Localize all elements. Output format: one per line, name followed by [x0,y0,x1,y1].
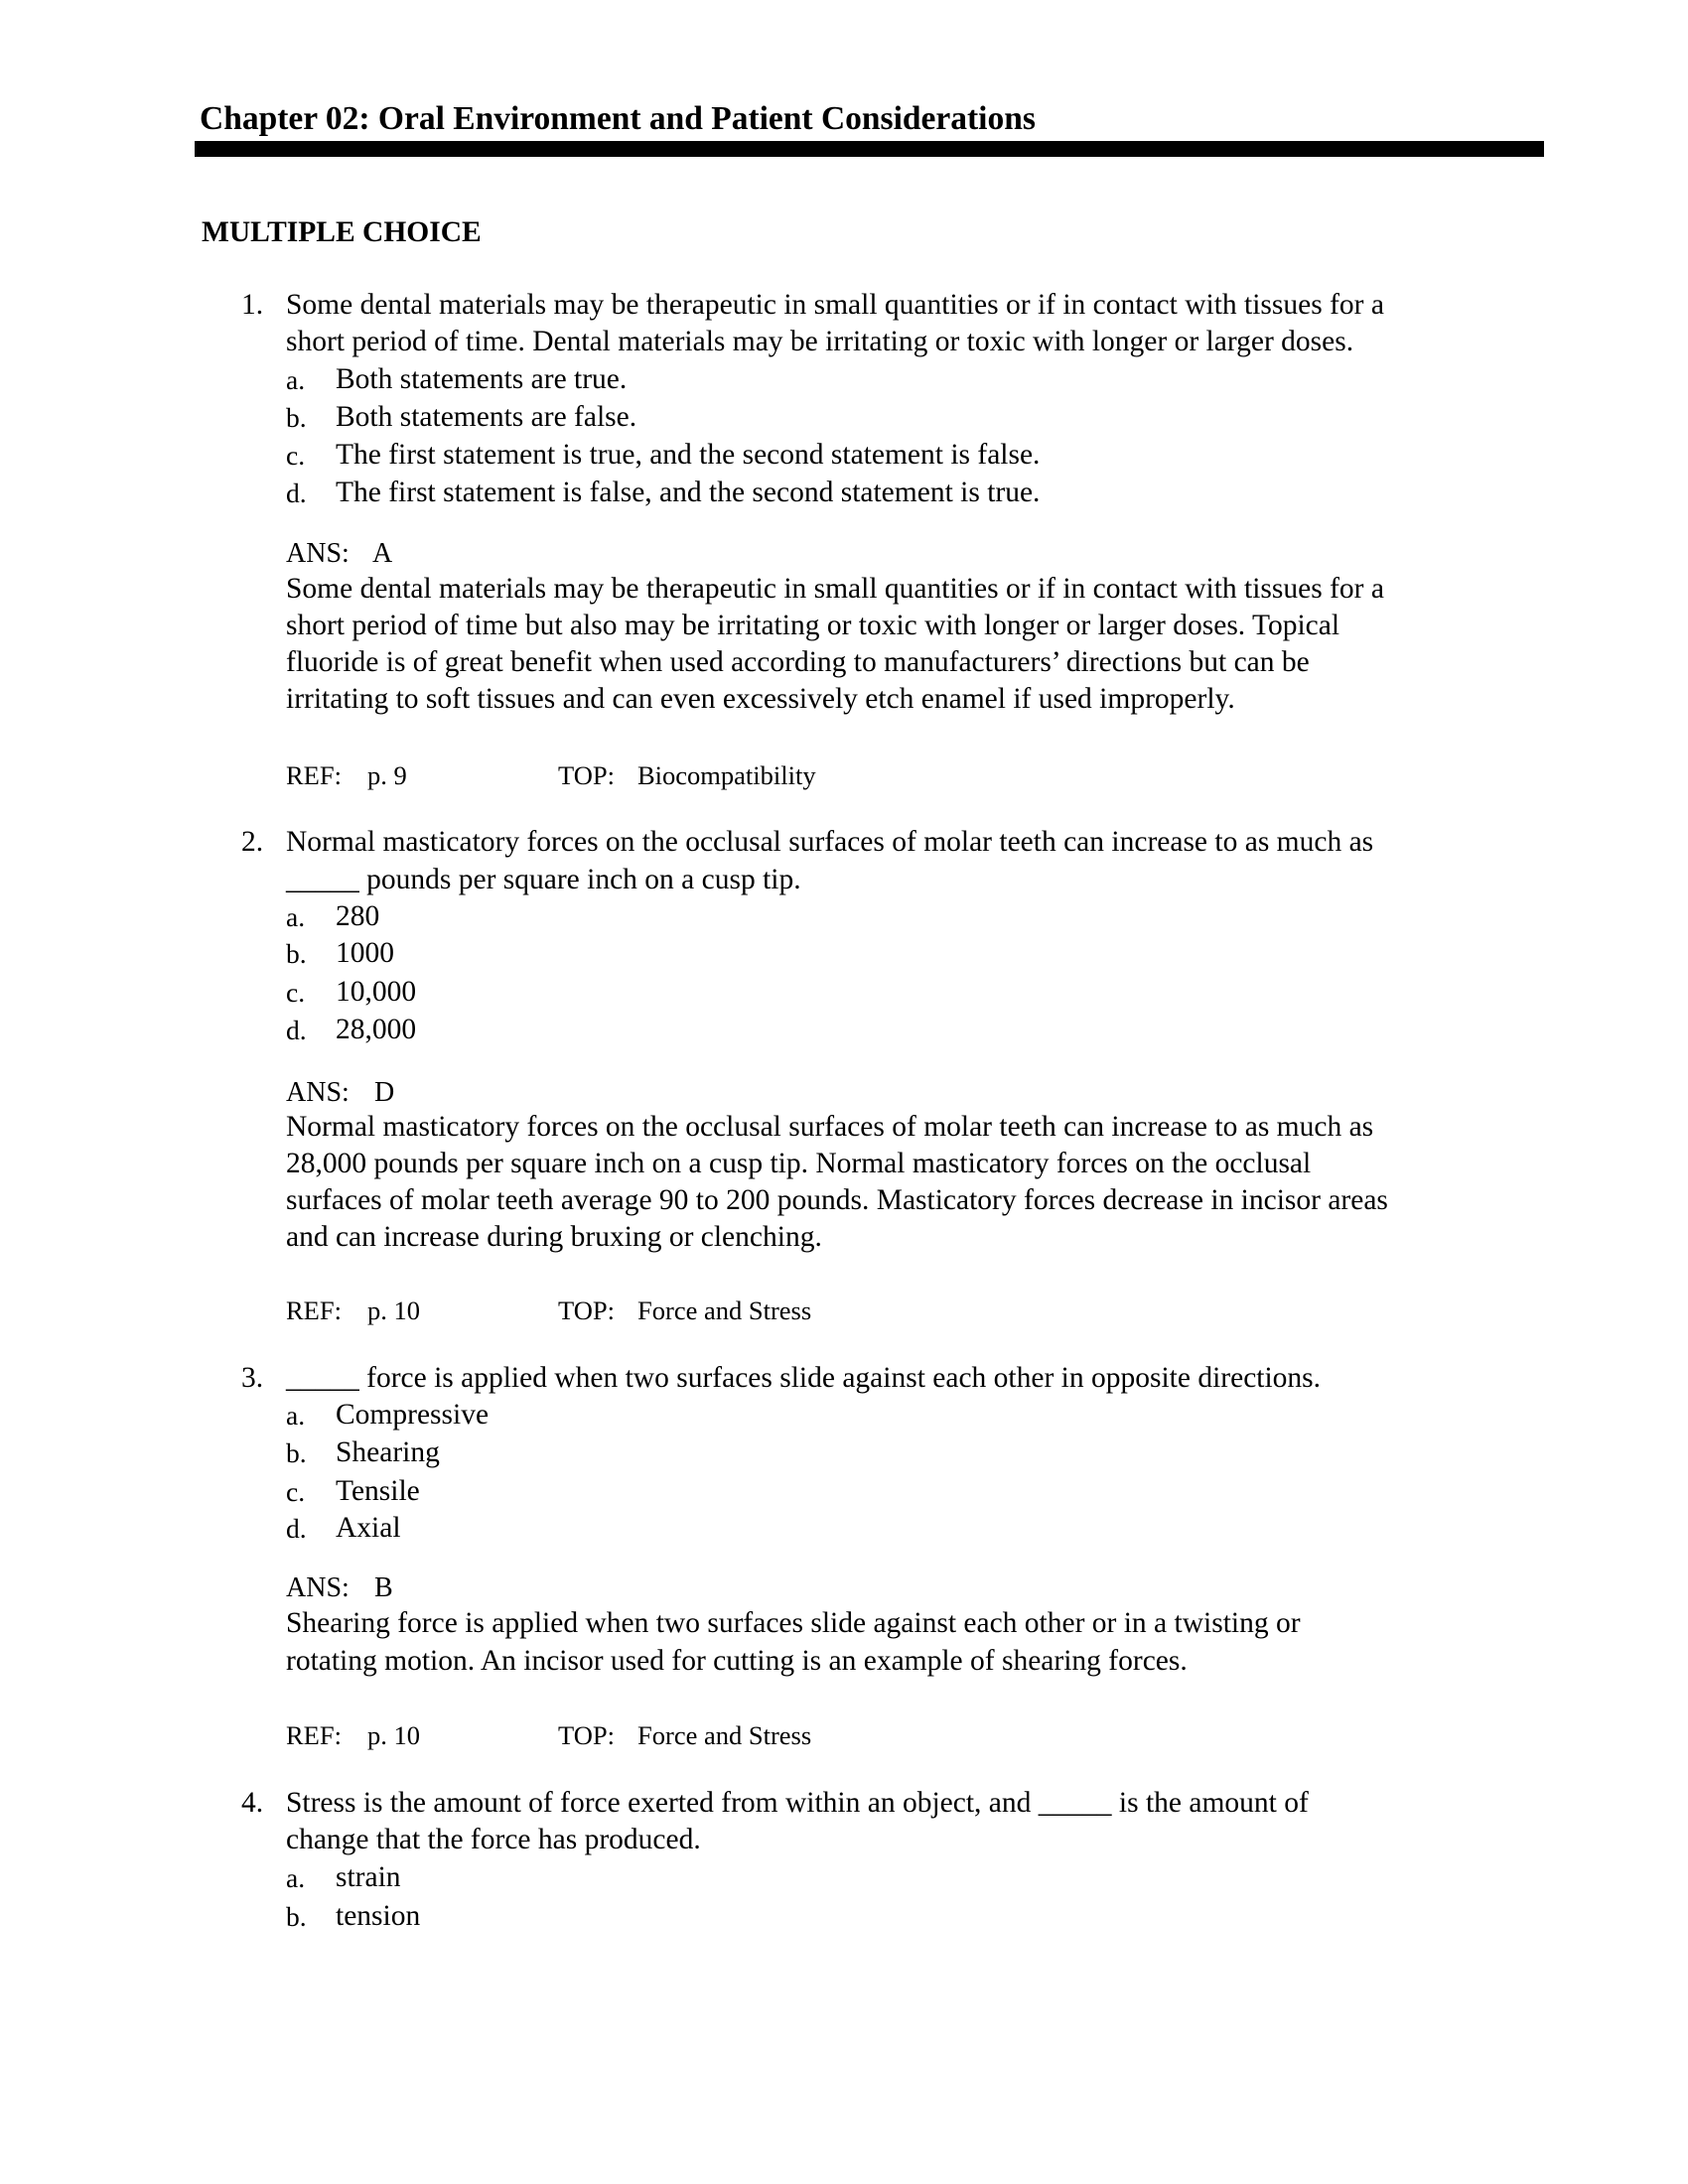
answer-value: D [374,1077,395,1108]
option-letter: b. [286,1437,307,1468]
option-letter: d. [286,1015,307,1045]
question-stem-line: Stress is the amount of force exerted from within an object, and _____ is the amount of [286,1787,1309,1819]
rationale-line: Shearing force is applied when two surfaces slide against each other or in a twisting or [286,1607,1301,1639]
option-letter: b. [286,938,307,969]
answer-label: ANS: [286,1572,350,1603]
option-letter: b. [286,402,307,433]
question-number: 4. [241,1787,264,1819]
question-stem-line: _____ force is applied when two surfaces slide against each other in opposite directions. [286,1362,1322,1394]
option-letter: d. [286,1513,307,1544]
section-heading: MULTIPLE CHOICE [202,216,482,248]
question-stem-line: short period of time. Dental materials may be irritating or toxic with longer or larger doses. [286,326,1354,357]
answer-value: B [374,1572,393,1603]
option-text: The first statement is true, and the second statement is false. [336,439,1041,471]
rationale-line: fluoride is of great benefit when used according to manufacturers’ directions but can be [286,646,1310,678]
option-letter: c. [286,1476,306,1507]
ref-page: p. 9 [367,760,407,790]
option-text: strain [336,1861,401,1893]
ref-page: p. 10 [367,1720,420,1750]
question-number: 1. [241,289,264,321]
option-text: 1000 [336,937,394,969]
topic-label: TOP: [558,1720,615,1750]
answer-label: ANS: [286,538,350,569]
option-text: The first statement is false, and the second statement is true. [336,477,1041,508]
rationale-line: and can increase during bruxing or clenching. [286,1221,822,1253]
option-text: Both statements are false. [336,401,637,433]
option-letter: a. [286,1862,306,1893]
topic-label: TOP: [558,760,615,790]
ref-label: REF: [286,760,342,790]
rationale-line: surfaces of molar teeth average 90 to 200 pounds. Masticatory forces decrease in incisor areas [286,1184,1388,1216]
chapter-title: Chapter 02: Oral Environment and Patient Considerations [200,100,1036,137]
ref-page: p. 10 [367,1296,420,1325]
option-text: Tensile [336,1475,420,1507]
topic-value: Biocompatibility [637,760,816,790]
question-number: 2. [241,826,264,858]
rationale-line: 28,000 pounds per square inch on a cusp tip. Normal masticatory forces on the occlusal [286,1148,1312,1179]
option-text: Axial [336,1512,401,1544]
ref-label: REF: [286,1720,342,1750]
answer-label: ANS: [286,1077,350,1108]
rationale-line: Normal masticatory forces on the occlusal surfaces of molar teeth can increase to as much as [286,1111,1374,1143]
ref-label: REF: [286,1296,342,1325]
question-number: 3. [241,1362,264,1394]
title-rule-divider [195,141,1544,157]
topic-label: TOP: [558,1296,615,1325]
option-letter: c. [286,977,306,1008]
rationale-line: rotating motion. An incisor used for cutting is an example of shearing forces. [286,1645,1188,1677]
option-text: Compressive [336,1399,490,1431]
option-letter: b. [286,1901,307,1932]
option-text: 10,000 [336,976,417,1008]
option-letter: d. [286,478,307,508]
option-text: Shearing [336,1436,440,1468]
option-text: 280 [336,900,380,932]
option-letter: a. [286,901,306,932]
question-stem-line: _____ pounds per square inch on a cusp tip. [286,864,801,895]
topic-value: Force and Stress [637,1296,812,1325]
rationale-line: Some dental materials may be therapeutic in small quantities or if in contact with tissues for a [286,573,1384,605]
option-letter: c. [286,440,306,471]
option-text: Both statements are true. [336,363,628,395]
option-text: tension [336,1900,421,1932]
question-stem-line: Normal masticatory forces on the occlusal surfaces of molar teeth can increase to as much as [286,826,1374,858]
answer-value: A [372,538,393,569]
option-text: 28,000 [336,1014,417,1045]
option-letter: a. [286,1400,306,1431]
question-stem-line: change that the force has produced. [286,1824,701,1855]
question-stem-line: Some dental materials may be therapeutic in small quantities or if in contact with tissues for a [286,289,1384,321]
topic-value: Force and Stress [637,1720,812,1750]
rationale-line: irritating to soft tissues and can even excessively etch enamel if used improperly. [286,683,1235,715]
option-letter: a. [286,364,306,395]
rationale-line: short period of time but also may be irritating or toxic with longer or larger doses. Topical [286,610,1340,641]
